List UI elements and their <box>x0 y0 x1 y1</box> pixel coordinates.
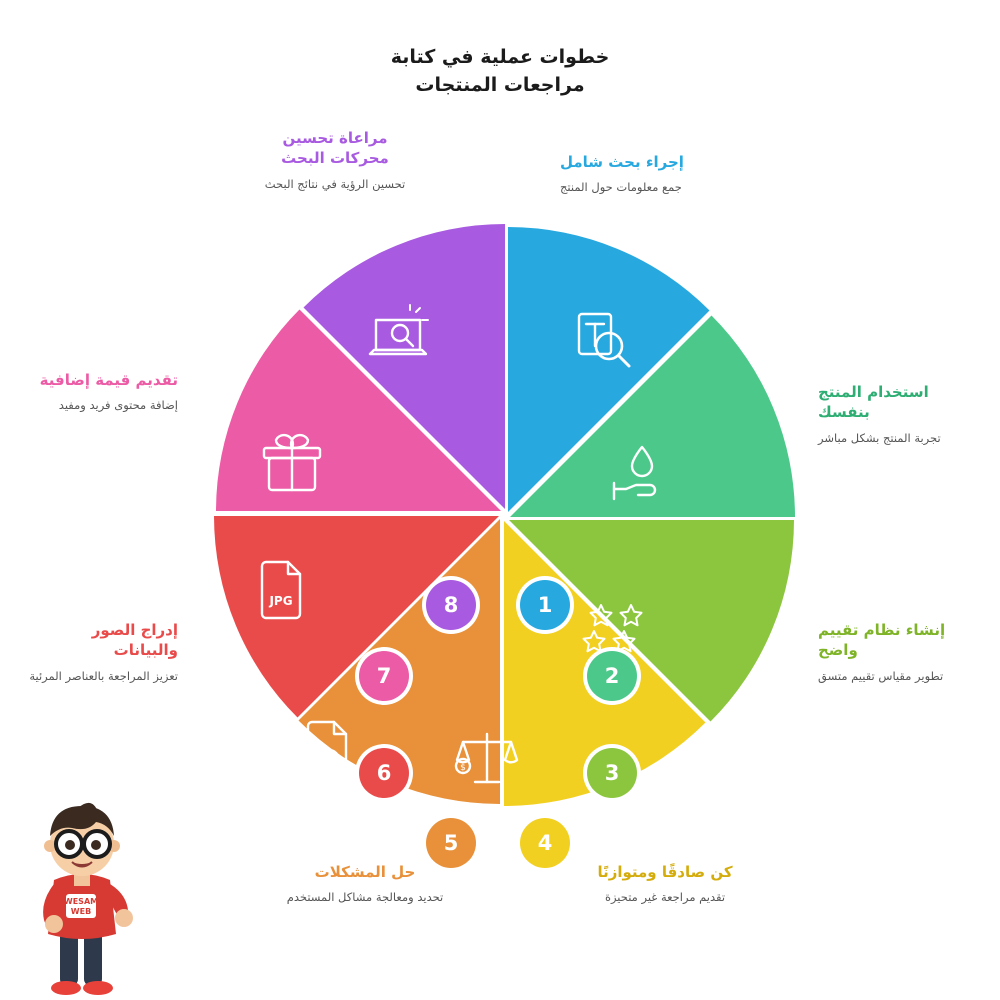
step-4-desc: تقديم مراجعة غير متحيزة <box>604 890 726 905</box>
step-3-desc: تطوير مقياس تقييم متسق <box>818 668 944 683</box>
step-8-title: مراعاة تحسين محركات البحث <box>281 129 389 168</box>
svg-text:JPG: JPG <box>269 594 293 608</box>
mascot-shirt-line-2: WEB <box>70 907 92 916</box>
step-badge-8-bg <box>426 580 476 630</box>
step-label-7[interactable] <box>28 370 178 415</box>
step-4-title: كن صادقًا ومتوازنًا <box>597 863 733 881</box>
step-badge-6-number: 6 <box>376 761 392 785</box>
step-badge-8-number: 8 <box>443 593 459 617</box>
step-1-title: إجراء بحث شامل <box>560 153 684 171</box>
step-badge-1-number: 1 <box>537 593 553 617</box>
step-badge-2-bg <box>587 651 637 701</box>
step-badge-6-bg <box>359 748 409 798</box>
step-1-desc: جمع معلومات حول المنتج <box>560 180 682 195</box>
step-label-2[interactable] <box>818 382 978 447</box>
step-label-1[interactable] <box>560 152 730 197</box>
step-label-4[interactable] <box>555 862 775 907</box>
step-badge-5-number: 5 <box>443 831 459 855</box>
step-label-3[interactable] <box>818 620 978 685</box>
step-badge-1[interactable] <box>516 576 574 634</box>
step-badge-2[interactable] <box>583 647 641 705</box>
step-7-title: تقديم قيمة إضافية <box>39 371 178 389</box>
title-line-2: مراجعات المنتجات <box>415 73 585 96</box>
mascot-illustration <box>18 788 146 996</box>
step-6-title: إدراج الصور والبيانات <box>91 621 178 660</box>
step-badge-3-number: 3 <box>604 761 620 785</box>
mascot-shirt-line-1: WESAM <box>63 897 99 906</box>
step-badge-1-bg <box>520 580 570 630</box>
steps-wheel <box>200 210 810 855</box>
wheel-segments <box>214 224 795 806</box>
step-5-desc: تحديد ومعالجة مشاكل المستخدم <box>286 890 444 905</box>
step-badge-4-bg <box>520 818 570 868</box>
step-2-desc: تجربة المنتج بشكل مباشر <box>818 430 941 445</box>
page-title <box>0 44 1000 99</box>
step-3-title: إنشاء نظام تقييم واضح <box>818 621 946 660</box>
step-badge-7-bg <box>359 651 409 701</box>
title-line-1: خطوات عملية في كتابة <box>390 46 610 68</box>
step-label-6[interactable] <box>28 620 178 685</box>
step-badge-8[interactable] <box>422 576 480 634</box>
step-5-title: حل المشكلات <box>314 863 416 881</box>
step-badge-5-bg <box>426 818 476 868</box>
step-label-5[interactable] <box>255 862 475 907</box>
step-7-desc: إضافة محتوى فريد ومفيد <box>58 398 178 413</box>
step-badge-3[interactable] <box>583 744 641 802</box>
step-8-desc: تحسين الرؤية في نتائج البحث <box>264 176 406 191</box>
svg-text:$: $ <box>460 763 466 773</box>
step-badge-6[interactable] <box>355 744 413 802</box>
step-badge-4-number: 4 <box>537 831 553 855</box>
step-badge-2-number: 2 <box>604 664 620 688</box>
step-badge-7-number: 7 <box>376 664 392 688</box>
step-label-8[interactable] <box>255 128 415 193</box>
step-badge-7[interactable] <box>355 647 413 705</box>
step-6-desc: تعزيز المراجعة بالعناصر المرئية <box>29 668 178 683</box>
step-badge-3-bg <box>587 748 637 798</box>
step-2-title: استخدام المنتج بنفسك <box>818 383 929 422</box>
